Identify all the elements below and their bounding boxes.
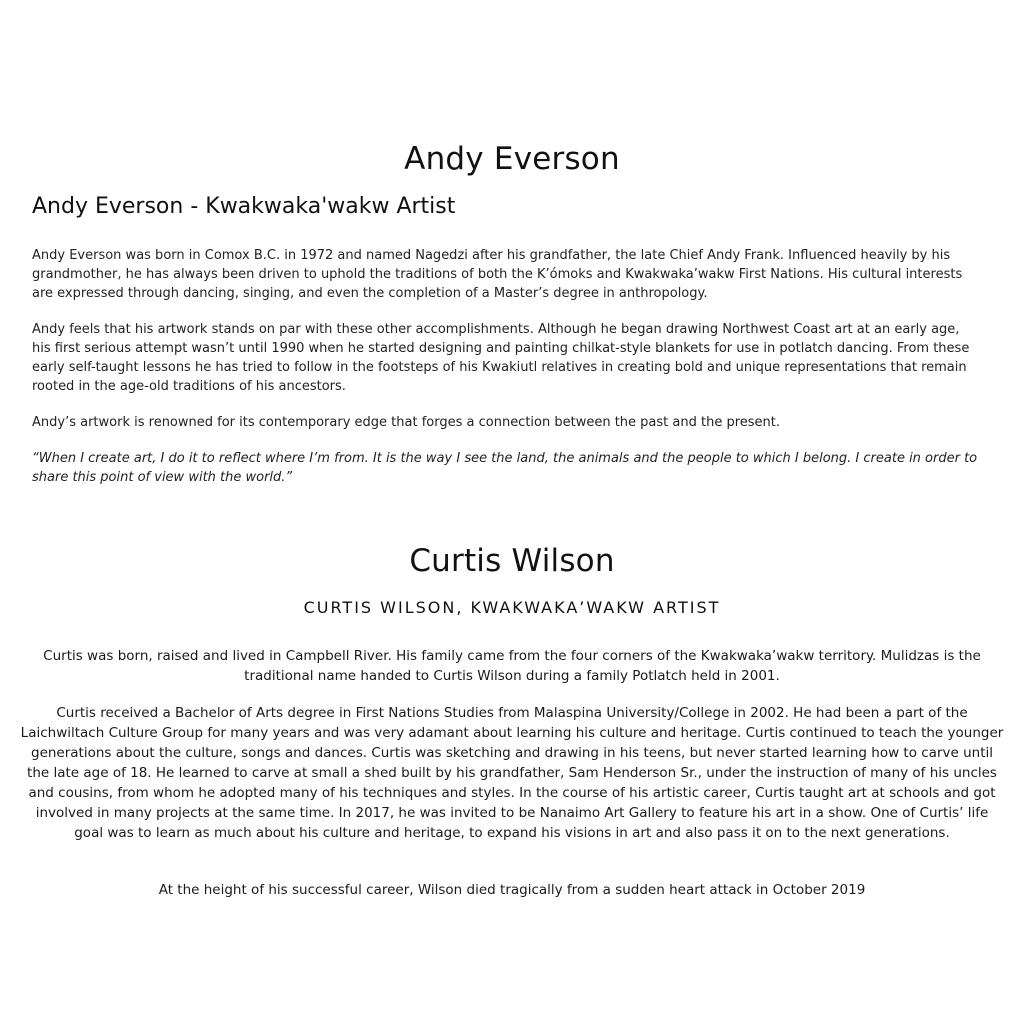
artist-name-heading: Curtis Wilson <box>409 543 615 579</box>
artist-subtitle: CURTIS WILSON, KWAKWAKA’WAKW ARTIST <box>303 598 721 617</box>
artist-quote: “When I create art, I do it to reflect where I’m from. It is the way I see the land, the animals and the people to which I belong. I create in order to share this point of view with the world.” <box>32 451 978 485</box>
bio-paragraph: Andy Everson was born in Comox B.C. in 1972 and named Nagedzi after his grandfather, the late Chief Andy Frank. Influenced heavily by his grandmother, he has always been driven to uphold the traditions of both the K’ómoks and Kwakwaka’wakw First Nations. His cultural interests are expressed through dancing, singing, and even the completion of a Master’s degree in anthropology. <box>32 248 963 301</box>
bio-paragraph: At the height of his successful career, Wilson died tragically from a sudden heart attack in October 2019 <box>158 882 866 898</box>
artist-subtitle: Andy Everson - Kwakwaka'wakw Artist <box>32 194 456 219</box>
bio-paragraph: Andy’s artwork is renowned for its contemporary edge that forges a connection between the past and the present. <box>32 415 781 430</box>
bio-paragraph: Curtis was born, raised and lived in Campbell River. His family came from the four corners of the Kwakwaka’wakw territory. Mulidzas is the traditional name handed to Curtis Wilson during a family Potlatch held in 2001. <box>43 648 981 684</box>
artist-name-heading: Andy Everson <box>404 141 620 177</box>
bio-paragraph: Curtis received a Bachelor of Arts degree in First Nations Studies from Malaspina University/College in 2002. He had been a part of the Laichwiltach Culture Group for many years and was very adamant about learning his culture and heritage. Curtis continued to teach the younger generations about the culture, songs and dances. Curtis was sketching and drawing in his teens, but never started learning how to carve until the late age of 18. He learned to carve at small a shed built by his grandfather, Sam Henderson Sr., under the instruction of many of his uncles and cousins, from whom he adopted many of his techniques and styles. In the course of his artistic career, Curtis taught art at schools and got involved in many projects at the same time. In 2017, he was invited to be Nanaimo Art Gallery to feature his art in a show. One of Curtis’ life goal was to learn as much about his culture and heritage, to expand his visions in art and also pass it on to the next generations. <box>20 705 1004 841</box>
bio-paragraph: Andy feels that his artwork stands on par with these other accomplishments. Although he began drawing Northwest Coast art at an early age, his first serious attempt wasn’t until 1990 when he started designing and painting chilkat-style blankets for use in potlatch dancing. From these early self-taught lessons he has tried to follow in the footsteps of his Kwakiutl relatives in creating bold and unique representations that remain rooted in the age-old traditions of his ancestors. <box>32 322 970 394</box>
